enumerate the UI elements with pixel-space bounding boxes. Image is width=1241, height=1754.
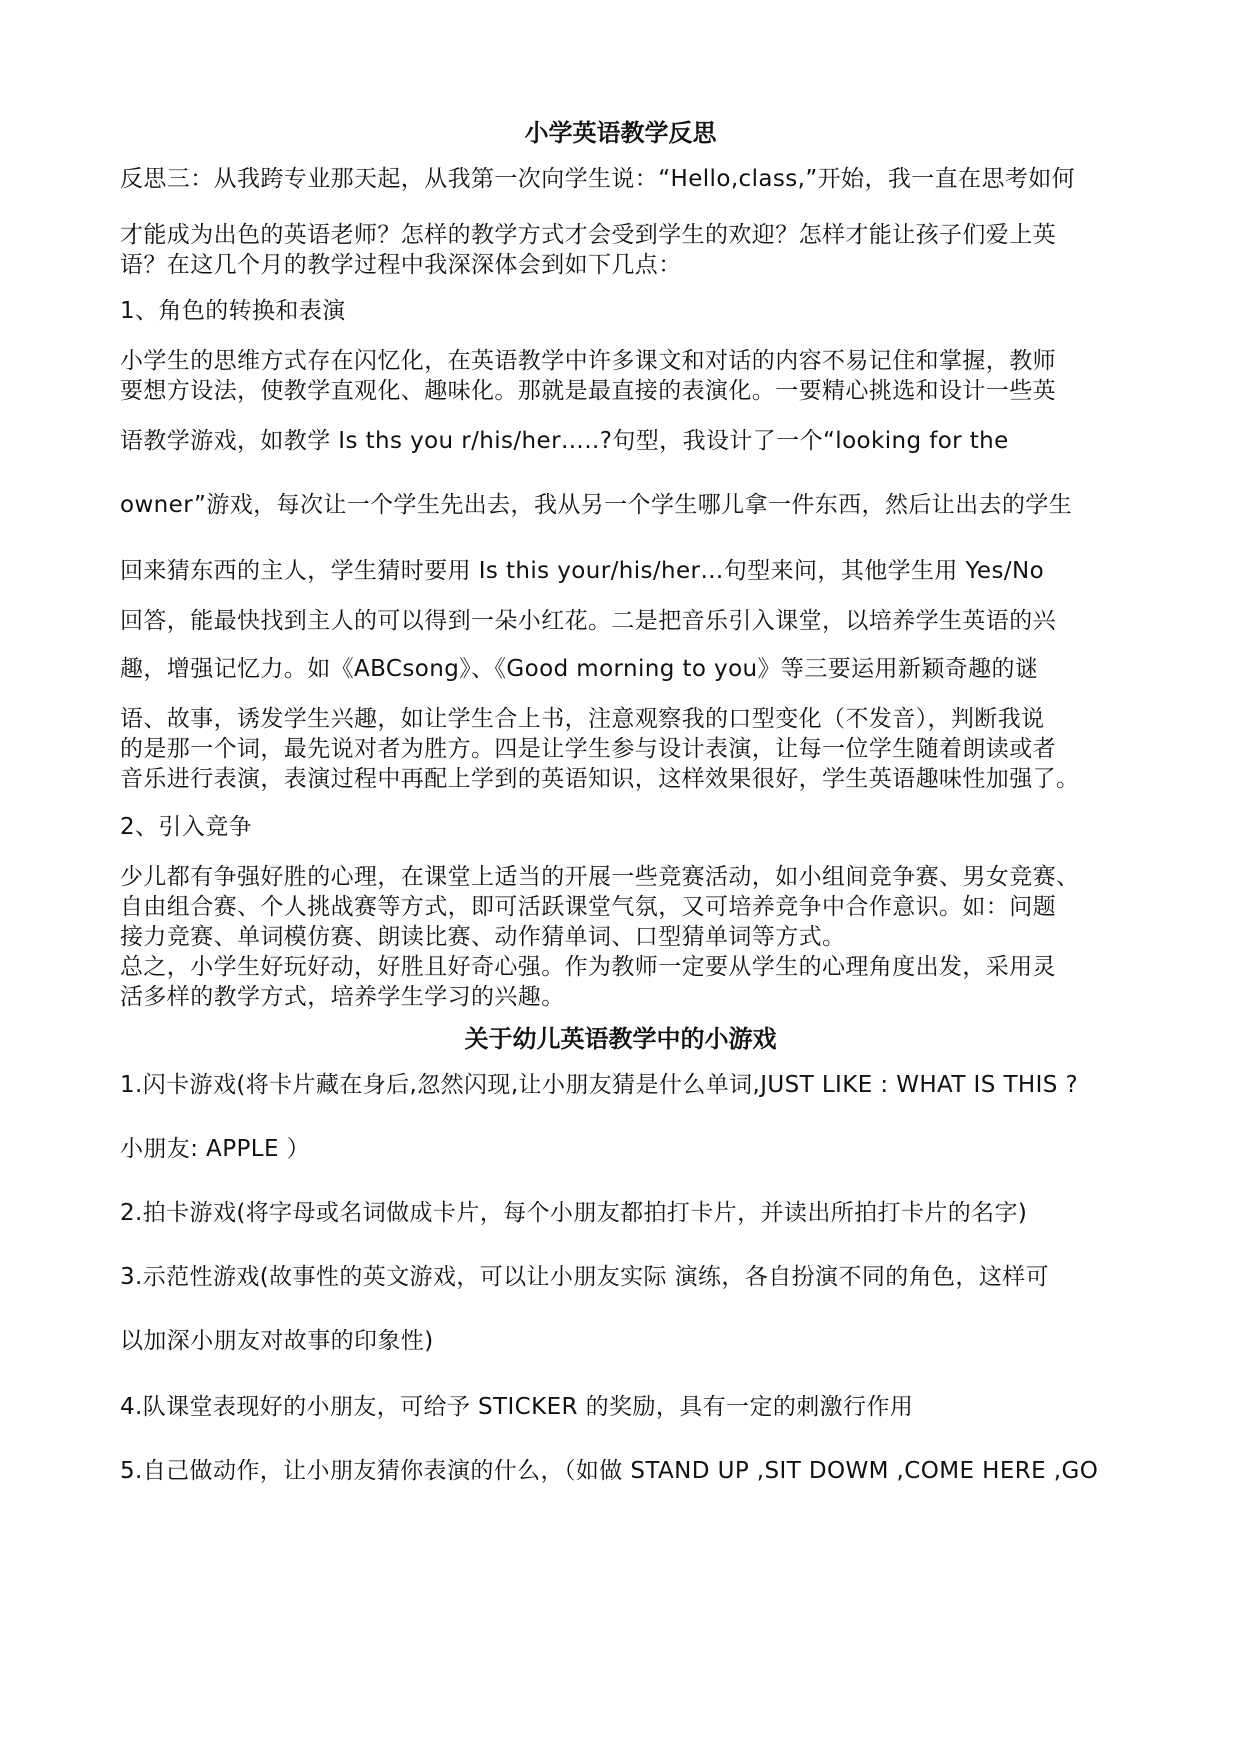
paragraph-line: 语？在这几个月的教学过程中我深深体会到如下几点： [120, 252, 682, 278]
section-title: 关于幼儿英语教学中的小游戏 [464, 1024, 777, 1053]
game-item: 5.自己做动作，让小朋友猜你表演的什么，（如做 STAND UP ,SIT DOWM ,COME HERE ,GO [120, 1458, 1099, 1484]
paragraph-line: 回来猜东西的主人，学生猜时要用 Is this your/his/her…句型来问，其他学生用 Yes/No [120, 558, 1045, 584]
paragraph-line: 趣，增强记忆力。如《ABCsong》、《Good morning to you》等三要运用新颖奇趣的谜 [120, 656, 1039, 682]
paragraph-line: 音乐进行表演，表演过程中再配上学到的英语知识，这样效果很好，学生英语趣味性加强了。 [120, 766, 1080, 792]
paragraph-line: 活多样的教学方式，培养学生学习的兴趣。 [120, 984, 565, 1010]
paragraph-line: 回答，能最快找到主人的可以得到一朵小红花。二是把音乐引入课堂，以培养学生英语的兴 [120, 608, 1056, 634]
paragraph-line: 少儿都有争强好胜的心理，在课堂上适当的开展一些竞赛活动，如小组间竞争赛、男女竞赛、 [120, 864, 1080, 890]
paragraph-line: 小学生的思维方式存在闪忆化，在英语教学中许多课文和对话的内容不易记住和掌握，教师 [120, 348, 1056, 374]
paragraph-line: 要想方设法，使教学直观化、趣味化。那就是最直接的表演化。一要精心挑选和设计一些英 [120, 378, 1056, 404]
paragraph-line: 语教学游戏，如教学 Is ths you r/his/her…..?句型，我设计了一个“looking for the [120, 428, 1009, 454]
game-item: 以加深小朋友对故事的印象性) [120, 1328, 434, 1354]
paragraph-line: 反思三：从我跨专业那天起，从我第一次向学生说：“Hello,class,”开始，我一直在思考如何 [120, 166, 1076, 192]
paragraph-line: 语、故事，诱发学生兴趣，如让学生合上书，注意观察我的口型变化（不发音），判断我说 [120, 706, 1045, 732]
document-title: 小学英语教学反思 [524, 118, 717, 147]
paragraph-line: 的是那一个词，最先说对者为胜方。四是让学生参与设计表演，让每一位学生随着朗读或者 [120, 736, 1056, 762]
game-item: 1.闪卡游戏(将卡片藏在身后,忽然闪现,让小朋友猜是什么单词,JUST LIKE : WHAT IS THIS ? [120, 1072, 1079, 1098]
section-heading: 1、角色的转换和表演 [120, 298, 346, 324]
paragraph-line: 自由组合赛、个人挑战赛等方式，即可活跃课堂气氛，又可培养竞争中合作意识。如：问题 [120, 894, 1056, 920]
game-item: 2.拍卡游戏(将字母或名词做成卡片，每个小朋友都拍打卡片，并读出所拍打卡片的名字) [120, 1200, 1028, 1226]
paragraph-line: 接力竞赛、单词模仿赛、朗读比赛、动作猜单词、口型猜单词等方式。 [120, 924, 846, 950]
section-heading: 2、引入竞争 [120, 814, 253, 840]
paragraph-line: 总之，小学生好玩好动，好胜且好奇心强。作为教师一定要从学生的心理角度出发，采用灵 [120, 954, 1056, 980]
paragraph-line: 才能成为出色的英语老师？怎样的教学方式才会受到学生的欢迎？怎样才能让孩子们爱上英 [120, 222, 1056, 248]
paragraph-line: owner”游戏，每次让一个学生先出去，我从另一个学生哪儿拿一件东西，然后让出去的学生 [120, 492, 1073, 518]
game-item: 3.示范性游戏(故事性的英文游戏，可以让小朋友实际 演练，各自扮演不同的角色，这样可 [120, 1264, 1050, 1290]
game-item: 小朋友: APPLE ） [120, 1136, 310, 1162]
game-item: 4.队课堂表现好的小朋友，可给予 STICKER 的奖励，具有一定的刺激行作用 [120, 1394, 914, 1420]
